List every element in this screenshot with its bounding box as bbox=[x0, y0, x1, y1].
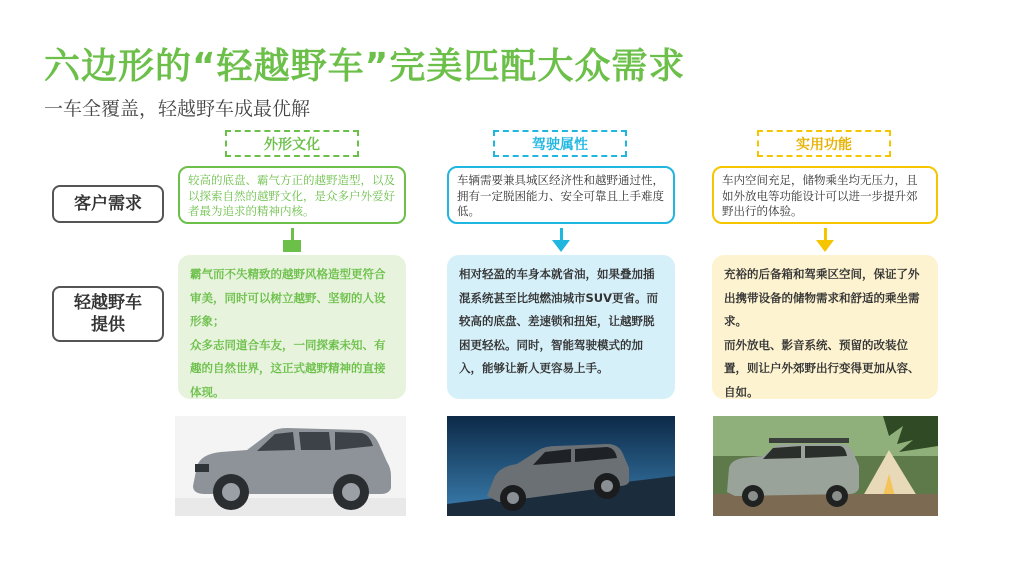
supply-text: 相对轻盈的车身本就省油，如果叠加插混系统甚至比纯燃油城市SUV更省。而较高的底盘、差速锁和扭矩，让越野脱困更轻松。同时，智能驾驶模式的加入，能够让新人更容易上手。 bbox=[459, 267, 659, 376]
suv-climbing-photo bbox=[447, 416, 675, 516]
supply-text: 而外放电、影音系统、预留的改装位置，则让户外郊野出行变得更加从容、自如。 bbox=[724, 337, 920, 399]
supply-text: 充裕的后备箱和驾乘区空间，保证了外出携带设备的储物需求和舒适的乘坐需求。 bbox=[724, 267, 920, 329]
suv-side-photo bbox=[175, 416, 406, 516]
down-arrow-icon bbox=[816, 240, 834, 252]
supply-text: 众多志同道合车友，一同探索未知、有趣的自然世界，这正式越野精神的直接体现。 bbox=[190, 337, 386, 399]
need-box-driving: 车辆需要兼具城区经济性和越野通过性，拥有一定脱困能力、安全可靠且上手难度低。 bbox=[447, 166, 675, 224]
down-arrow-icon bbox=[283, 240, 301, 252]
category-tag-appearance: 外形文化 bbox=[225, 130, 359, 157]
supply-box-appearance bbox=[178, 255, 406, 399]
supply-text: 霸气而不失精致的越野风格造型更符合审美，同时可以树立越野、坚韧的人设形象； bbox=[190, 267, 386, 329]
suv-camping-photo bbox=[713, 416, 938, 516]
category-tag-practical: 实用功能 bbox=[757, 130, 891, 157]
down-arrow-icon bbox=[552, 240, 570, 252]
page-subtitle: 一车全覆盖，轻越野车成最优解 bbox=[44, 98, 311, 120]
supply-box-driving bbox=[447, 255, 675, 399]
need-box-practical: 车内空间充足，储物乘坐均无压力，且如外放电等功能设计可以进一步提升郊野出行的体验。 bbox=[712, 166, 938, 224]
page-title: 六边形的“轻越野车”完美匹配大众需求 bbox=[44, 46, 686, 87]
row-label-customer-needs: 客户需求 bbox=[52, 185, 164, 223]
need-box-appearance: 较高的底盘、霸气方正的越野造型，以及以探索自然的越野文化，是众多户外爱好者最为追求的精神内核。 bbox=[178, 166, 406, 224]
category-tag-driving: 驾驶属性 bbox=[493, 130, 627, 157]
supply-box-practical bbox=[712, 255, 938, 399]
row-label-offroad-provides: 轻越野车 提供 bbox=[52, 286, 164, 342]
